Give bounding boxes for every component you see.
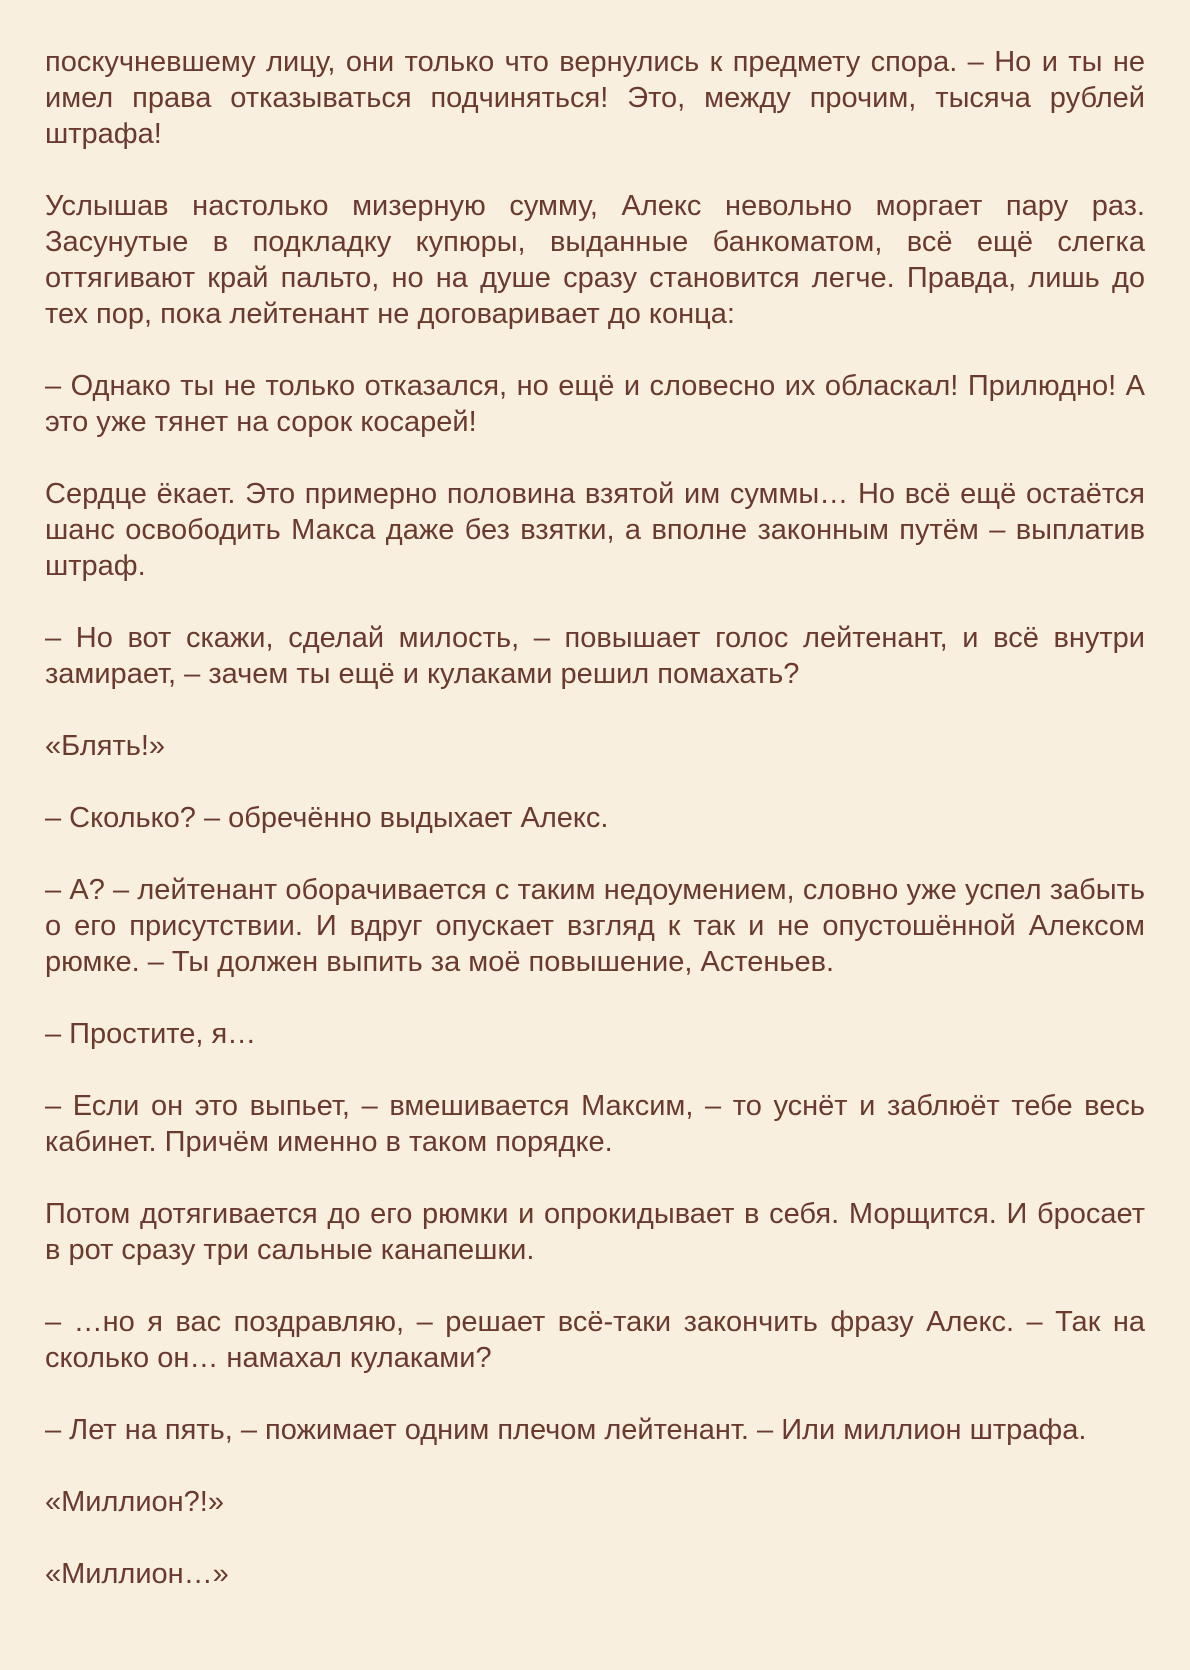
paragraph-5: – Но вот скажи, сделай милость, – повышает голос лейтенант, и всё внутри замирает, – зачем ты ещё и кулаками решил помахать? bbox=[45, 622, 1145, 690]
paragraph-1: поскучневшему лицу, они только что вернулись к предмету спора. – Но и ты не имел права отказываться подчиняться! Это, между прочим, тысяча рублей штрафа! bbox=[45, 46, 1145, 150]
paragraph-11: Потом дотягивается до его рюмки и опрокидывает в себя. Морщится. И бросает в рот сразу три сальные канапешки. bbox=[45, 1198, 1145, 1266]
paragraph-8: – А? – лейтенант оборачивается с таким недоумением, словно уже успел забыть о его присутствии. И вдруг опускает взгляд к так и не опустошённой Алексом рюмке. – Ты должен выпить за моё повышение, Астеньев. bbox=[45, 874, 1145, 978]
paragraph-13: – Лет на пять, – пожимает одним плечом лейтенант. – Или миллион штрафа. bbox=[45, 1414, 1087, 1446]
paragraph-2: Услышав настолько мизерную сумму, Алекс невольно моргает пару раз. Засунутые в подкладку купюры, выданные банкоматом, всё ещё слегка оттягивают край пальто, но на душе сразу становится легче. Правда, лишь до тех пор, пока лейтенант не договаривает до конца: bbox=[45, 190, 1145, 330]
paragraph-7: – Сколько? – обречённо выдыхает Алекс. bbox=[45, 802, 609, 834]
paragraph-6: «Блять!» bbox=[45, 730, 166, 762]
paragraph-12: – …но я вас поздравляю, – решает всё-таки закончить фразу Алекс. – Так на сколько он… намахал кулаками? bbox=[45, 1306, 1145, 1374]
paragraph-4: Сердце ёкает. Это примерно половина взятой им суммы… Но всё ещё остаётся шанс освободить Макса даже без взятки, а вполне законным путём – выплатив штраф. bbox=[45, 478, 1145, 582]
paragraph-9: – Простите, я… bbox=[45, 1018, 257, 1050]
paragraph-3: – Однако ты не только отказался, но ещё и словесно их обласкал! Прилюдно! А это уже тянет на сорок косарей! bbox=[45, 370, 1145, 438]
paragraph-14: «Миллион?!» bbox=[45, 1486, 224, 1518]
paragraph-15: «Миллион…» bbox=[45, 1558, 229, 1590]
paragraph-10: – Если он это выпьет, – вмешивается Максим, – то уснёт и заблюёт тебе весь кабинет. Причём именно в таком порядке. bbox=[45, 1090, 1145, 1158]
